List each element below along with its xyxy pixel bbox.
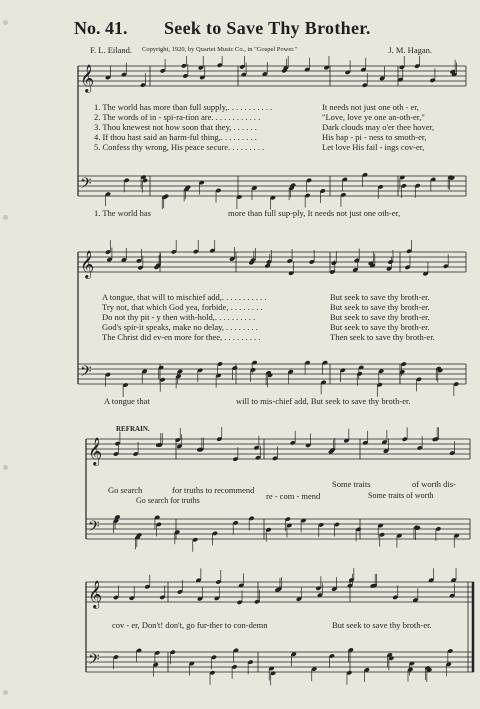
bass-lyric: will to mis-chief add, But seek to save thy broth-er. <box>236 396 411 406</box>
verse-line: But seek to save thy broth-er. <box>330 322 430 332</box>
hymn-number: No. 41. <box>74 18 128 38</box>
bass-lyric: more than full sup-ply, It needs not just one oth-er, <box>228 208 401 218</box>
note-heads <box>113 427 460 552</box>
verse-line: Do not thy pit - y then with-hold,. . . . . . . . . . <box>102 312 256 322</box>
verse-line: Try not, that which God yea, forbide, . . . . . . . . <box>102 302 263 312</box>
verse-line: Then seek to save thy broth-er. <box>330 332 435 342</box>
svg-text:𝄞: 𝄞 <box>80 64 95 92</box>
verse-line: 4. If thou hast said an harm-ful thing,. . . . . . . . . <box>94 132 257 142</box>
verse-line: Let love His fail - ings cov-er, <box>322 142 425 152</box>
music-system-3 <box>0 425 480 555</box>
refrain-lyric: Some traits of worth <box>368 491 434 500</box>
music-system-4 <box>0 568 480 698</box>
hymn-title: Seek to Save Thy Brother. <box>164 18 371 38</box>
verse-line: "Love, love ye one an-oth-er," <box>322 112 425 122</box>
verse-line: It needs not just one oth - er, <box>322 102 419 112</box>
svg-text:𝄢: 𝄢 <box>80 175 92 196</box>
composer: J. M. Hagan. <box>388 45 432 55</box>
refrain-lyric: of worth dis- <box>412 479 456 489</box>
verse-line: A tongue, that will to mischief add,. . . . . . . . . . . <box>102 292 267 302</box>
svg-text:𝄞: 𝄞 <box>80 250 95 278</box>
music-system-2 <box>0 240 480 410</box>
staff-system-4 <box>0 568 480 698</box>
verse-line: 5. Confess thy wrong, His peace secure. . . . . . . . . <box>94 142 265 152</box>
refrain-lyric: for truths to recommend <box>172 485 255 495</box>
refrain-label: REFRAIN. <box>116 425 150 433</box>
svg-text:𝄢: 𝄢 <box>80 363 92 384</box>
punch-hole <box>3 20 8 25</box>
bass-lyric: A tongue that <box>104 396 150 406</box>
svg-text:𝄢: 𝄢 <box>88 518 100 539</box>
author: F. L. Eiland. <box>90 45 133 55</box>
verse-line: God's spir-it speaks, make no delay, . . . . . . . . <box>102 322 258 332</box>
refrain-lyric: Some traits <box>332 479 371 489</box>
verse-block-right-1 <box>322 102 434 152</box>
verse-line: But seek to save thy broth-er. <box>330 292 430 302</box>
verse-block-left-1 <box>94 102 272 152</box>
verse-line: The Christ did ev-en more for thee, . . . . . . . . . <box>102 332 261 342</box>
refrain-lyric: re - com - mend <box>266 491 321 501</box>
lyric-line: cov - er, Don't! don't, go fur-ther to con-demn <box>112 620 268 630</box>
verse-line: But seek to save thy broth-er. <box>330 302 430 312</box>
verse-line: But seek to save thy broth-er. <box>330 312 430 322</box>
svg-text:𝄢: 𝄢 <box>88 651 100 672</box>
verse-line: 2. The words of in - spi-ra-tion are. . . . . . . . . . . . <box>94 112 261 122</box>
verse-line: 3. Thou knewest not how soon that they, . . . . . . <box>94 122 257 132</box>
refrain-lyric: Go search <box>108 485 143 495</box>
music-system-1 <box>0 56 480 226</box>
verse-block-left-2 <box>102 292 267 342</box>
svg-text:𝄞: 𝄞 <box>88 580 103 608</box>
lyric-line: But seek to save thy broth-er. <box>332 620 432 630</box>
svg-text:𝄞: 𝄞 <box>88 437 103 465</box>
hymn-header <box>74 18 462 42</box>
verse-line: His hap - pi - ness to smoth-er, <box>322 132 427 142</box>
bass-lyric: 1. The world has <box>94 208 151 218</box>
verse-block-right-2 <box>330 292 435 342</box>
verse-line: Dark clouds may o'er thee hover, <box>322 122 435 132</box>
refrain-lyric: Go search for truths <box>136 496 200 505</box>
copyright: Copyright, 1920, by Quartet Music Co., in "Gospel Power." <box>142 46 298 53</box>
verse-line: 1. The world has more than full supply,. . . . . . . . . . . <box>94 102 273 112</box>
